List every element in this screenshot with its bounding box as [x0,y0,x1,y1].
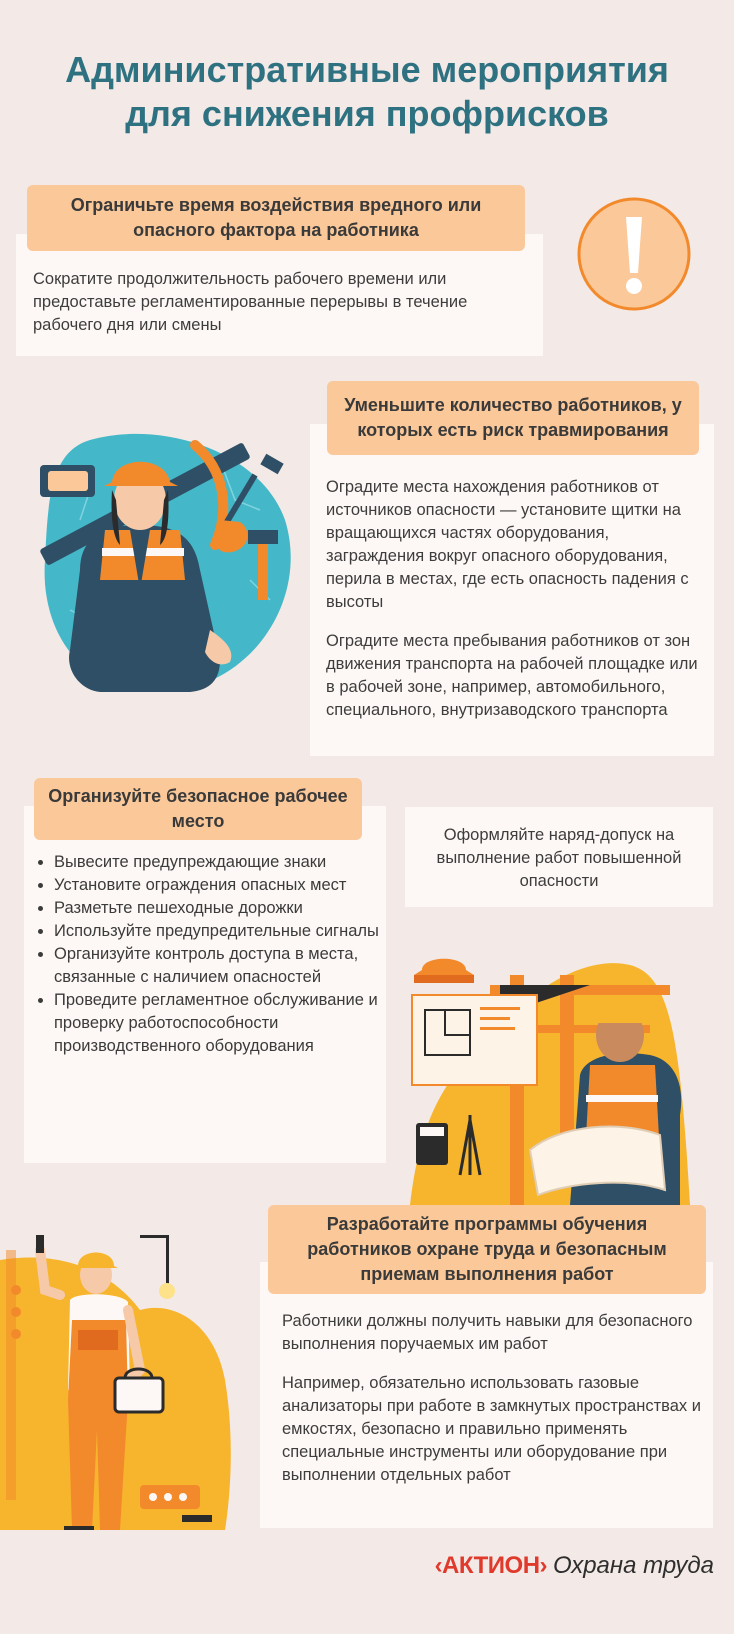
section4-paragraph: Например, обязательно использовать газовые анализаторы при работе в замкнутых пространствах и емкостях, безопасно и правильно применять специальные инструменты или оборудование при выполнении отдельных работ [282,1374,701,1484]
section2-text [326,476,708,738]
page-title-line2: для снижения профрисков [125,93,609,134]
list-item: • Используйте предупредительные сигналы [54,920,384,943]
permit-text: Оформляйте наряд-допуск на выполнение работ повышенной опасности [436,826,682,890]
miner-worker-illustration [20,430,300,700]
section3-heading: Организуйте безопасное рабочее место [34,778,362,840]
section3-list-wrap [34,851,384,1058]
section2-paragraph: Оградите места пребывания работников от зон движения транспорта на рабочей площадке или в рабочей зоне, например, автомобильного, специального, внутризаводского транспорта [326,632,698,719]
section4-text [282,1310,702,1503]
section1-heading: Ограничьте время воздействия вредного или опасного фактора на работника [27,185,525,251]
list-item: • Разметьте пешеходные дорожки [54,897,384,920]
section2-heading: Уменьшите количество работников, у которых есть риск травмирования [327,381,699,455]
aktion-logo [435,1551,714,1581]
page-title [0,48,734,136]
electrician-illustration [0,1230,255,1530]
section2-paragraph: Оградите места нахождения работников от источников опасности — установите щитки на вращающихся частях оборудования, заграждения вокруг опасного оборудования, перила в местах, где есть опасность падения с высоты [326,478,689,611]
exclamation-icon [577,197,691,311]
list-item: • Проведите регламентное обслуживание и проверку работоспособности производственного оборудования [54,989,384,1058]
logo-brand: ‹АКТИОН› [434,1552,548,1579]
section1-text: Сократите продолжительность рабочего времени или предоставьте регламентированные перерывы в течение рабочего дня или смены [33,270,468,334]
list-item: • Вывесите предупреждающие знаки [54,851,384,874]
page-title-line1: Административные мероприятия [65,49,669,90]
engineer-illustration [410,955,710,1205]
section3-list [34,851,384,1058]
permit-card [405,807,713,907]
list-item: • Установите ограждения опасных мест [54,874,384,897]
section4-paragraph: Работники должны получить навыки для безопасного выполнения поручаемых им работ [282,1312,693,1353]
logo-product: Охрана труда [553,1552,714,1579]
section4-heading: Разработайте программы обучения работников охране труда и безопасным приемам выполнения работ [268,1205,706,1294]
list-item: • Организуйте контроль доступа в места, связанные с наличием опасностей [54,943,384,989]
